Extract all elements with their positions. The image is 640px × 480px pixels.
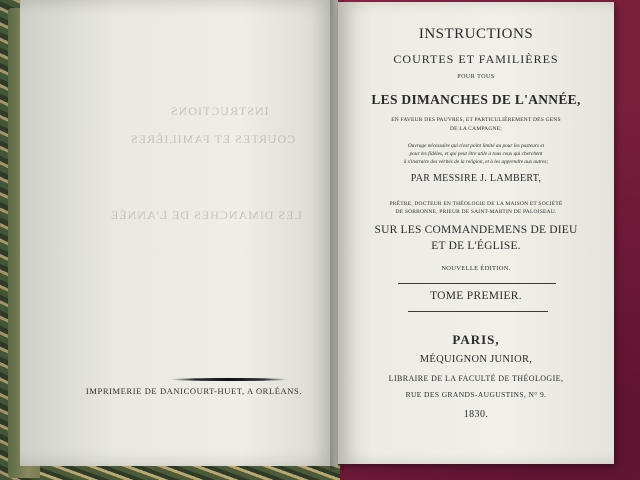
title-line-3: POUR TOUS: [457, 74, 495, 80]
title-page: [338, 2, 614, 464]
title-line-6: DE LA CAMPAGNE;: [450, 126, 502, 132]
title-line-5: EN FAVEUR DES PAUVRES, ET PARTICULIÈREMENT DES GENS: [391, 117, 561, 123]
show-through-text: INSTRUCTIONS: [170, 104, 269, 118]
year-line: 1830.: [463, 409, 489, 420]
printer-imprint: IMPRIMERIE DE DANICOURT-HUET, A ORLÉANS.: [85, 386, 303, 396]
left-page: [20, 0, 338, 466]
city-line: PARIS,: [452, 332, 500, 347]
title-line-9: à s'instruire des vérités de la religion, et à les apprendre aux autres;: [403, 159, 549, 165]
publisher-description: LIBRAIRE DE LA FACULTÉ DE THÉOLOGIE,: [388, 374, 564, 383]
subtitle-line-2: ET DE L'ÉGLISE.: [431, 240, 521, 252]
show-through-text: LES DIMANCHES DE L'ANNÉE: [110, 208, 302, 222]
title-line-4: LES DIMANCHES DE L'ANNÉE,: [371, 92, 581, 107]
subtitle-line-1: SUR LES COMMANDEMENS DE DIEU: [374, 224, 578, 236]
imprint-ornament: [170, 378, 288, 381]
show-through-text: COURTES ET FAMILIÈRES: [130, 132, 296, 146]
rule-below-volume: [408, 311, 548, 312]
author-line: PAR MESSIRE J. LAMBERT,: [410, 173, 542, 184]
title-line-7: Ouvrage nécessaire qui n'est point limité au pour les pasteurs et: [407, 143, 545, 149]
edition-line: NOUVELLE ÉDITION.: [441, 265, 511, 272]
title-line-8: pour les fidèles, et qui peut être utile à tous ceux qui cherchent: [409, 151, 543, 157]
title-line-1: INSTRUCTIONS: [418, 26, 534, 42]
publisher-address: RUE DES GRANDS-AUGUSTINS, N° 9.: [405, 390, 547, 399]
author-description-2: DE SORBONNE, PRIEUR DE SAINT-MARTIN DE PALOISEAU.: [395, 209, 557, 215]
author-description-1: PRÊTRE, DOCTEUR EN THÉOLOGIE DE LA MAISON ET SOCIÉTÉ: [389, 201, 563, 207]
rule-above-volume: [398, 283, 556, 284]
publisher-line: MÉQUIGNON JUNIOR,: [419, 354, 533, 365]
volume-line: TOME PREMIER.: [430, 290, 522, 302]
title-line-2: COURTES ET FAMILIÈRES: [393, 52, 559, 66]
